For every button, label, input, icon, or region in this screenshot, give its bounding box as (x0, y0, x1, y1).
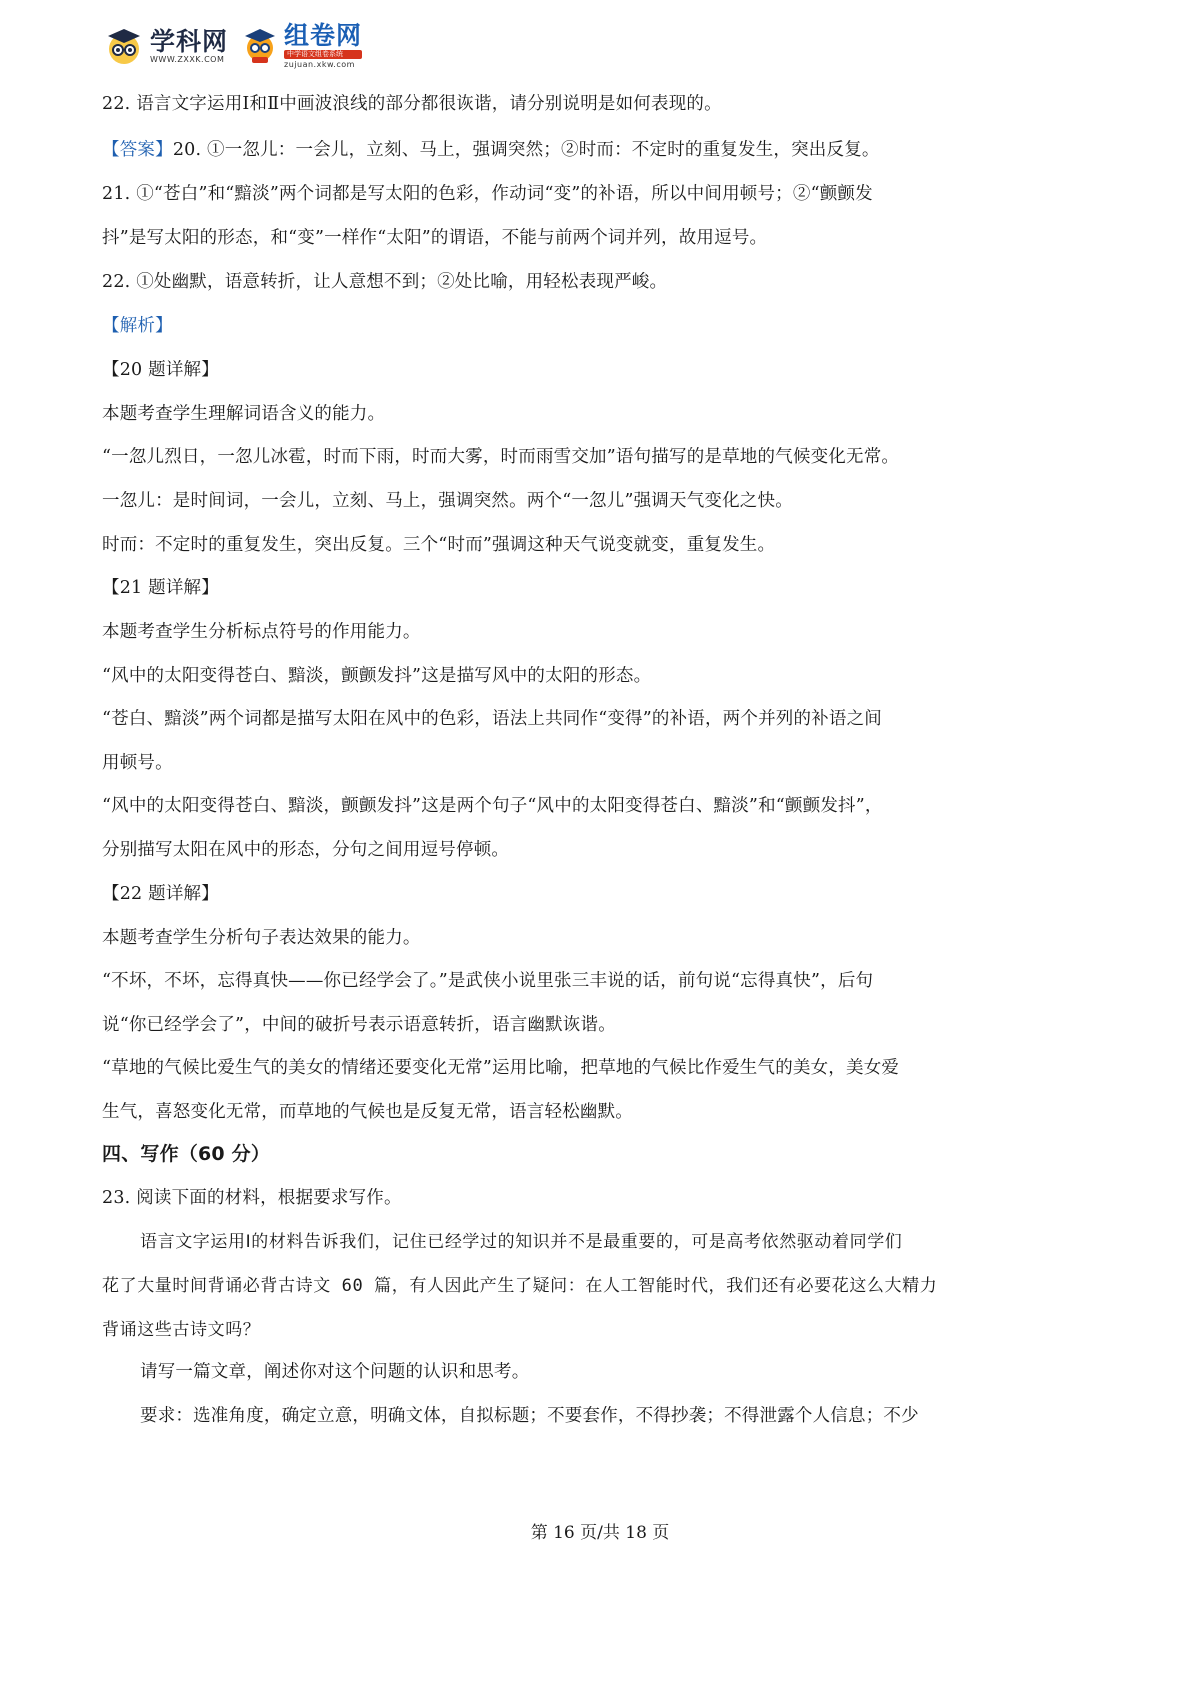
detail-21-p4-line1: “风中的太阳变得苍白、黯淡，颤颤发抖”这是两个句子“风中的太阳变得苍白、黯淡”和“颤颤发抖”， (102, 796, 883, 816)
writing-requirements: 要求：选准角度，确定立意，明确文体，自拟标题；不要套作，不得抄袭；不得泄露个人信息；不少 (140, 1406, 919, 1426)
zujuan-logo (242, 23, 362, 69)
answer-21-line-1: 21. ①“苍白”和“黯淡”两个词都是写太阳的色彩，作动词“变”的补语，所以中间用顿号；②“颤颤发 (102, 184, 873, 204)
material-line-2: 花了大量时间背诵必背古诗文 60 篇，有人因此产生了疑问：在人工智能时代，我们还有必要花这么大精力 (102, 1276, 938, 1296)
header-logos (104, 20, 362, 72)
writing-prompt: 请写一篇文章，阐述你对这个问题的认识和思考。 (140, 1362, 530, 1382)
detail-20-p2: “一忽儿烈日，一忽儿冰雹，时而下雨，时而大雾，时而雨雪交加”语句描写的是草地的气候变化无常。 (102, 447, 900, 467)
detail-22-p3-line1: “草地的气候比爱生气的美女的情绪还要变化无常”运用比喻，把草地的气候比作爱生气的美女，美女爱 (102, 1058, 900, 1078)
material-line-3: 背诵这些古诗文吗？ (102, 1320, 261, 1340)
answer-20: 20. ①一忽儿：一会儿，立刻、马上，强调突然；②时而：不定时的重复发生，突出反复。 (172, 140, 880, 160)
detail-21-p4-line2: 分别描写太阳在风中的形态，分句之间用逗号停顿。 (102, 840, 510, 860)
detail-20-heading: 【20 题详解】 (102, 360, 219, 380)
detail-21-heading: 【21 题详解】 (102, 578, 219, 598)
question-22-line: 22. 语言文字运用Ⅰ和Ⅱ中画波浪线的部分都很诙谐，请分别说明是如何表现的。 (102, 94, 722, 114)
detail-21-p1: 本题考查学生分析标点符号的作用能力。 (102, 622, 421, 642)
detail-22-p2-line1: “不坏，不坏，忘得真快——你已经学会了。”是武侠小说里张三丰说的话，前句说“忘得真快”，后句 (102, 971, 874, 991)
zujuan-mascot-icon (242, 26, 278, 66)
detail-20-p1: 本题考查学生理解词语含义的能力。 (102, 404, 386, 424)
zxxk-logo (104, 26, 228, 66)
detail-21-p2: “风中的太阳变得苍白、黯淡，颤颤发抖”这是描写风中的太阳的形态。 (102, 666, 652, 686)
detail-22-p3-line2: 生气，喜怒变化无常，而草地的气候也是反复无常，语言轻松幽默。 (102, 1102, 633, 1122)
detail-21-p3-line2: 用顿号。 (102, 753, 173, 773)
answer-label: 【答案】 (102, 140, 173, 160)
section-four-heading: 四、写作（60 分） (102, 1143, 271, 1165)
answer-22: 22. ①处幽默，语意转折，让人意想不到；②处比喻，用轻松表现严峻。 (102, 272, 668, 292)
analysis-label: 【解析】 (102, 316, 173, 336)
answer-21-line-2: 抖”是写太阳的形态，和“变”一样作“太阳”的谓语，不能与前两个词并列，故用逗号。 (102, 228, 768, 248)
detail-20-p3: 一忽儿：是时间词，一会儿，立刻、马上，强调突然。两个“一忽儿”强调天气变化之快。 (102, 491, 793, 511)
detail-22-p2-line2: 说“你已经学会了”，中间的破折号表示语意转折，语言幽默诙谐。 (102, 1015, 616, 1035)
detail-22-heading: 【22 题详解】 (102, 884, 219, 904)
detail-20-p4: 时而：不定时的重复发生，突出反复。三个“时而”强调这种天气说变就变，重复发生。 (102, 535, 776, 555)
detail-22-p1: 本题考查学生分析句子表达效果的能力。 (102, 928, 421, 948)
material-line-1: 语言文字运用Ⅰ的材料告诉我们，记住已经学过的知识并不是最重要的，可是高考依然驱动着同学们 (140, 1232, 903, 1252)
answer-line (102, 138, 880, 162)
zujuan-badge: 中学语文组卷系统 (284, 50, 362, 59)
mascot-icon (104, 26, 144, 66)
question-23: 23. 阅读下面的材料，根据要求写作。 (102, 1188, 402, 1208)
zujuan-name: 组卷网 (284, 21, 363, 50)
zxxk-name: 学科网 (150, 26, 229, 56)
zujuan-url: zujuan.xkw.com (284, 60, 355, 69)
zxxk-url: WWW.ZXXK.COM (150, 54, 225, 64)
page-footer: 第 16 页/共 18 页 (530, 1523, 670, 1543)
detail-21-p3-line1: “苍白、黯淡”两个词都是描写太阳在风中的色彩，语法上共同作“变得”的补语，两个并列的补语之间 (102, 709, 882, 729)
